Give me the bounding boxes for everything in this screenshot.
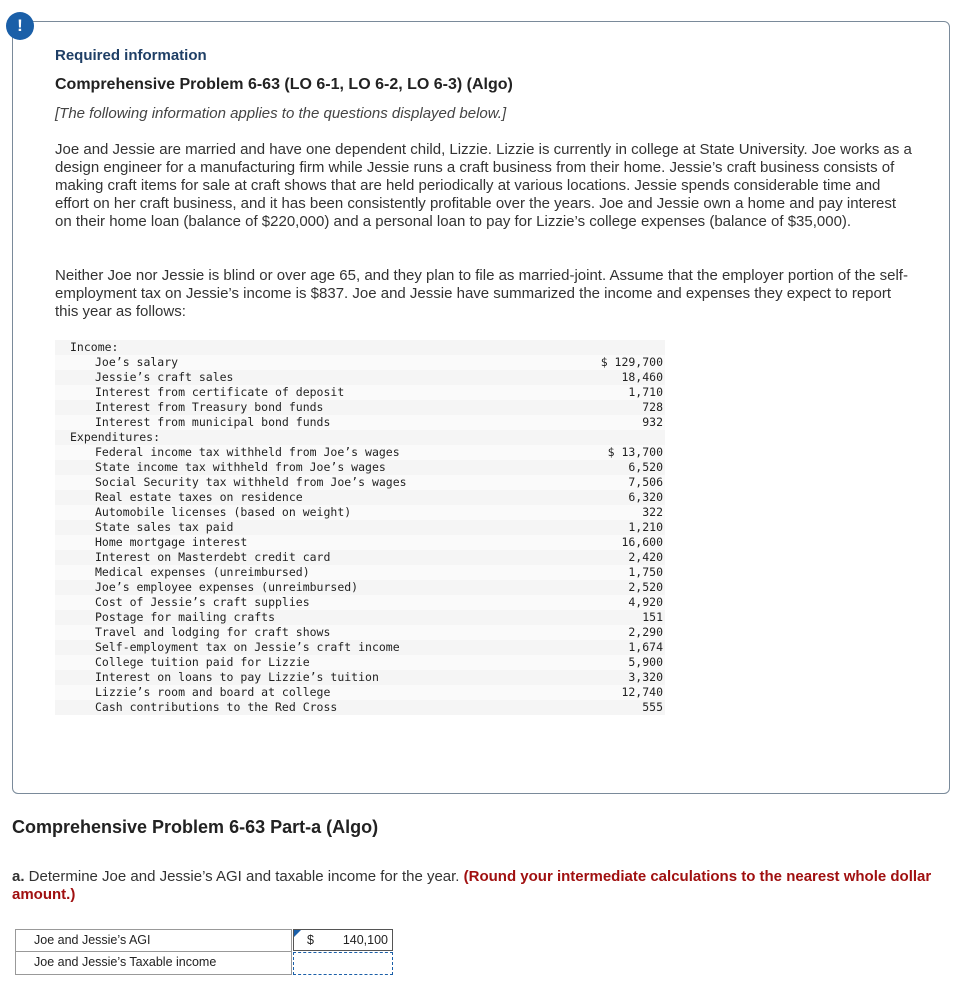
ledger-item-amount: 6,320 — [628, 490, 663, 504]
ledger-item-label: Home mortgage interest — [95, 535, 248, 549]
ledger-section-header — [55, 430, 665, 445]
ledger-item-label: Lizzie’s room and board at college — [95, 685, 331, 699]
problem-title: Comprehensive Problem 6-63 (LO 6-1, LO 6-2, LO 6-3) (Algo) — [55, 76, 513, 93]
ledger-item-label: Joe’s employee expenses (unreimbursed) — [95, 580, 359, 594]
ledger-item-amount: 6,520 — [628, 460, 663, 474]
ledger-item-amount: 932 — [642, 415, 663, 429]
answer-table — [15, 929, 395, 976]
ledger-item-amount: 1,674 — [628, 640, 663, 654]
ledger-row — [55, 655, 665, 670]
rounding-hint: (Round your intermediate calculations to the nearest whole dollar amount.) — [12, 868, 932, 903]
ledger-row — [55, 490, 665, 505]
ledger-row — [55, 565, 665, 580]
ledger-row — [55, 550, 665, 565]
ledger-item-label: College tuition paid for Lizzie — [95, 655, 310, 669]
ledger-row — [55, 415, 665, 430]
ledger-item-label: Federal income tax withheld from Joe’s wages — [95, 445, 400, 459]
ledger-row — [55, 535, 665, 550]
ledger-item-label: Automobile licenses (based on weight) — [95, 505, 352, 519]
agi-value: 140,100 — [342, 933, 388, 947]
ledger-row — [55, 505, 665, 520]
ledger-item-label: Interest from Treasury bond funds — [95, 400, 324, 414]
ledger-item-label: Cash contributions to the Red Cross — [95, 700, 338, 714]
ledger-item-amount: $ 129,700 — [600, 355, 663, 369]
ledger-item-amount: 2,520 — [628, 580, 663, 594]
ledger-row — [55, 580, 665, 595]
ledger-row — [55, 625, 665, 640]
ledger-item-amount: 1,750 — [628, 565, 663, 579]
ledger-row — [55, 700, 665, 715]
agi-input[interactable] — [293, 929, 393, 951]
ledger-item-amount: 12,740 — [621, 685, 663, 699]
ledger-item-amount: 1,710 — [628, 385, 663, 399]
currency-symbol: $ — [307, 933, 314, 947]
ledger-item-label: Interest from certificate of deposit — [95, 385, 345, 399]
ledger-item-amount: 555 — [642, 700, 663, 714]
ledger-row — [55, 460, 665, 475]
scenario-paragraph-1: Joe and Jessie are married and have one dependent child, Lizzie. Lizzie is currently in college at State University. Joe works as a design engineer for a manufacturing firm while Jessie runs a craft business from their home. Jessie’s craft business consists of making craft items for sale at craft shows that are held periodically at various locations. Jessie spends considerable time and effort on her craft business, and it has been consistently profitable over the years. Joe and Jessie own a home and pay interest on their home loan (balance of $220,000) and a personal loan to pay for Lizzie’s college expenses (balance of $35,000). — [55, 141, 912, 230]
ledger-row — [55, 445, 665, 460]
agi-row — [15, 929, 395, 952]
question-letter: a. — [12, 868, 25, 885]
required-info-label: Required information — [55, 47, 207, 64]
ledger-row — [55, 685, 665, 700]
ledger-item-amount: 728 — [642, 400, 663, 414]
ledger-item-amount: 18,460 — [621, 370, 663, 384]
ledger-item-label: Expenditures: — [70, 430, 161, 444]
ledger-item-label: Postage for mailing crafts — [95, 610, 276, 624]
ledger-item-amount: 1,210 — [628, 520, 663, 534]
ledger-item-label: Self-employment tax on Jessie’s craft income — [95, 640, 400, 654]
ledger-row — [55, 670, 665, 685]
ledger-row — [55, 355, 665, 370]
part-a-title: Comprehensive Problem 6-63 Part-a (Algo) — [12, 817, 379, 837]
ledger-item-label: Real estate taxes on residence — [95, 490, 303, 504]
ledger-item-label: Interest from municipal bond funds — [95, 415, 331, 429]
flag-icon — [294, 930, 301, 937]
taxable-income-row — [15, 952, 395, 975]
ledger-item-label: Cost of Jessie’s craft supplies — [95, 595, 310, 609]
ledger-item-label: State sales tax paid — [95, 520, 234, 534]
question-a — [12, 868, 932, 904]
ledger-item-amount: 16,600 — [621, 535, 663, 549]
ledger-item-amount: 2,420 — [628, 550, 663, 564]
alert-icon: ! — [6, 12, 34, 40]
ledger-item-amount: 7,506 — [628, 475, 663, 489]
income-expense-table — [55, 340, 665, 715]
ledger-section-header — [55, 340, 665, 355]
taxable-income-label: Joe and Jessie’s Taxable income — [15, 952, 292, 975]
ledger-item-label: Interest on Masterdebt credit card — [95, 550, 331, 564]
ledger-item-label: Medical expenses (unreimbursed) — [95, 565, 310, 579]
ledger-item-label: State income tax withheld from Joe’s wages — [95, 460, 386, 474]
ledger-item-amount: 4,920 — [628, 595, 663, 609]
ledger-row — [55, 385, 665, 400]
ledger-item-label: Interest on loans to pay Lizzie’s tuition — [95, 670, 379, 684]
ledger-item-amount: 322 — [642, 505, 663, 519]
taxable-income-input[interactable] — [293, 952, 393, 975]
ledger-item-amount: 151 — [642, 610, 663, 624]
ledger-item-label: Joe’s salary — [95, 355, 179, 369]
ledger-row — [55, 595, 665, 610]
ledger-item-label: Social Security tax withheld from Joe’s wages — [95, 475, 407, 489]
ledger-row — [55, 400, 665, 415]
ledger-row — [55, 475, 665, 490]
ledger-item-amount: 3,320 — [628, 670, 663, 684]
question-text: Determine Joe and Jessie’s AGI and taxable income for the year. — [24, 868, 464, 885]
ledger-item-amount: 5,900 — [628, 655, 663, 669]
ledger-row — [55, 370, 665, 385]
ledger-item-label: Income: — [70, 340, 119, 354]
ledger-item-label: Travel and lodging for craft shows — [95, 625, 331, 639]
agi-label: Joe and Jessie’s AGI — [15, 929, 292, 952]
info-note: [The following information applies to the questions displayed below.] — [55, 105, 507, 122]
ledger-row — [55, 640, 665, 655]
ledger-item-amount: $ 13,700 — [607, 445, 663, 459]
ledger-row — [55, 520, 665, 535]
ledger-item-amount: 2,290 — [628, 625, 663, 639]
ledger-row — [55, 610, 665, 625]
scenario-paragraph-2: Neither Joe nor Jessie is blind or over age 65, and they plan to file as married-joint. Assume that the employer portion of the self-employment tax on Jessie’s income is $837. Joe and Jessie have summarized the income and expenses they expect to report this year as follows: — [55, 267, 908, 320]
ledger-item-label: Jessie’s craft sales — [95, 370, 234, 384]
